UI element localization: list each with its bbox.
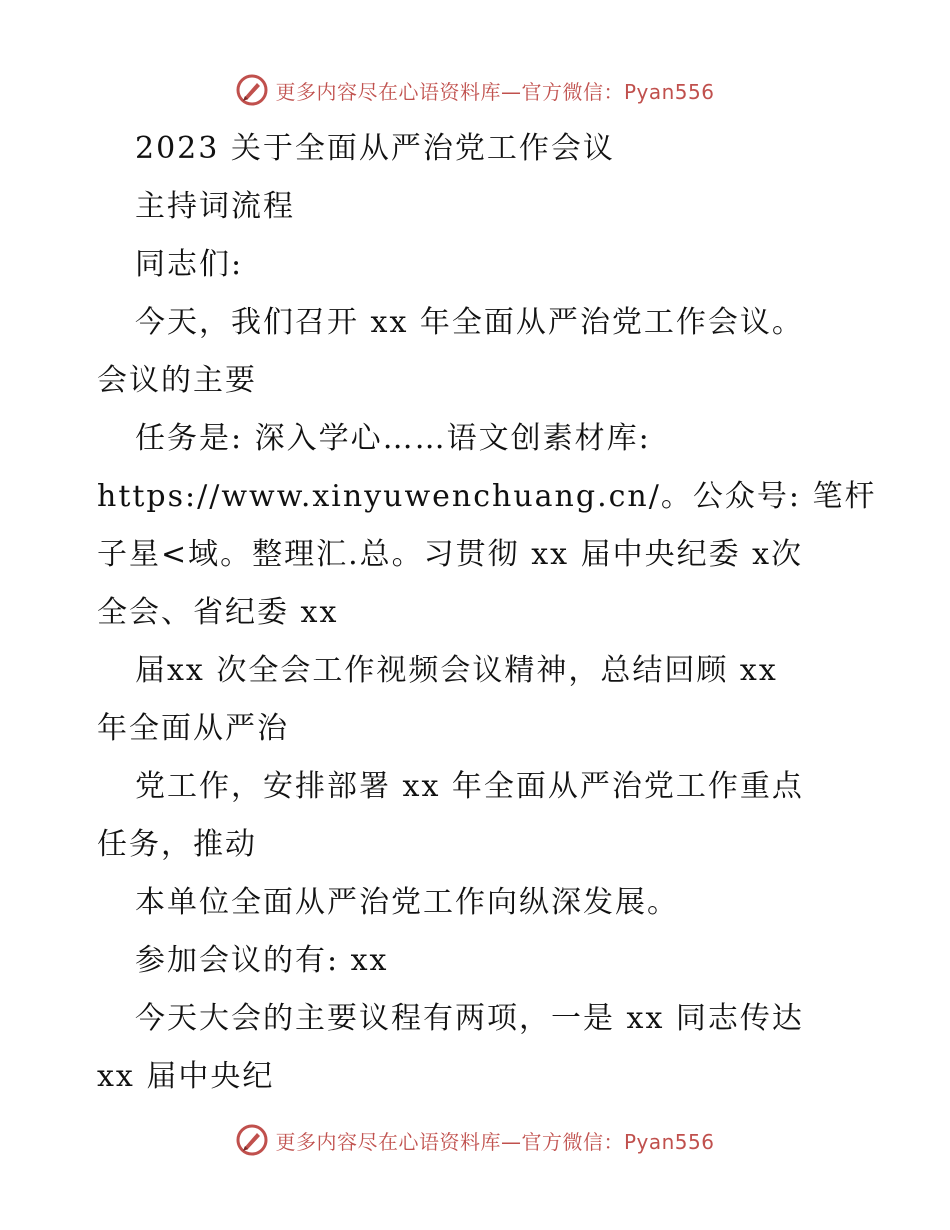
document-line: https://www.xinyuwenchuang.cn/。公众号: 笔杆: [97, 479, 877, 514]
document-line: 本单位全面从严治党工作向纵深发展。: [135, 885, 679, 920]
document-line: xx 届中央纪: [97, 1059, 275, 1094]
document-line: 任务是: 深入学心……语文创素材库:: [135, 421, 651, 456]
watermark-text: 更多内容尽在心语资料库—官方微信：Pyan556: [275, 79, 715, 104]
document-line: 主持词流程: [135, 189, 295, 224]
document-line: 任务，推动: [97, 827, 257, 862]
document-line: 届xx 次全会工作视频会议精神，总结回顾 xx: [135, 653, 778, 688]
watermark-text: 更多内容尽在心语资料库—官方微信：Pyan556: [275, 1129, 715, 1154]
watermark-header: [0, 70, 950, 110]
document-line: 今天，我们召开 xx 年全面从严治党工作会议。: [135, 305, 804, 340]
pen-logo-icon: [235, 1123, 269, 1157]
document-line: 会议的主要: [97, 363, 257, 398]
document-line: 党工作，安排部署 xx 年全面从严治党工作重点: [135, 769, 804, 804]
document-body: [97, 120, 877, 1106]
document-line: 子星<域。整理汇.总。习贯彻 xx 届中央纪委 x次: [97, 537, 804, 572]
document-line: 全会、省纪委 xx: [97, 595, 339, 630]
pen-logo-icon: [235, 73, 269, 107]
document-line: 今天大会的主要议程有两项，一是 xx 同志传达: [135, 1001, 804, 1036]
document-line: 年全面从严治: [97, 711, 289, 746]
watermark-footer: [0, 1120, 950, 1160]
document-line: 同志们:: [135, 247, 244, 282]
document-line: 2023 关于全面从严治党工作会议: [135, 131, 615, 166]
document-line: 参加会议的有: xx: [135, 943, 389, 978]
